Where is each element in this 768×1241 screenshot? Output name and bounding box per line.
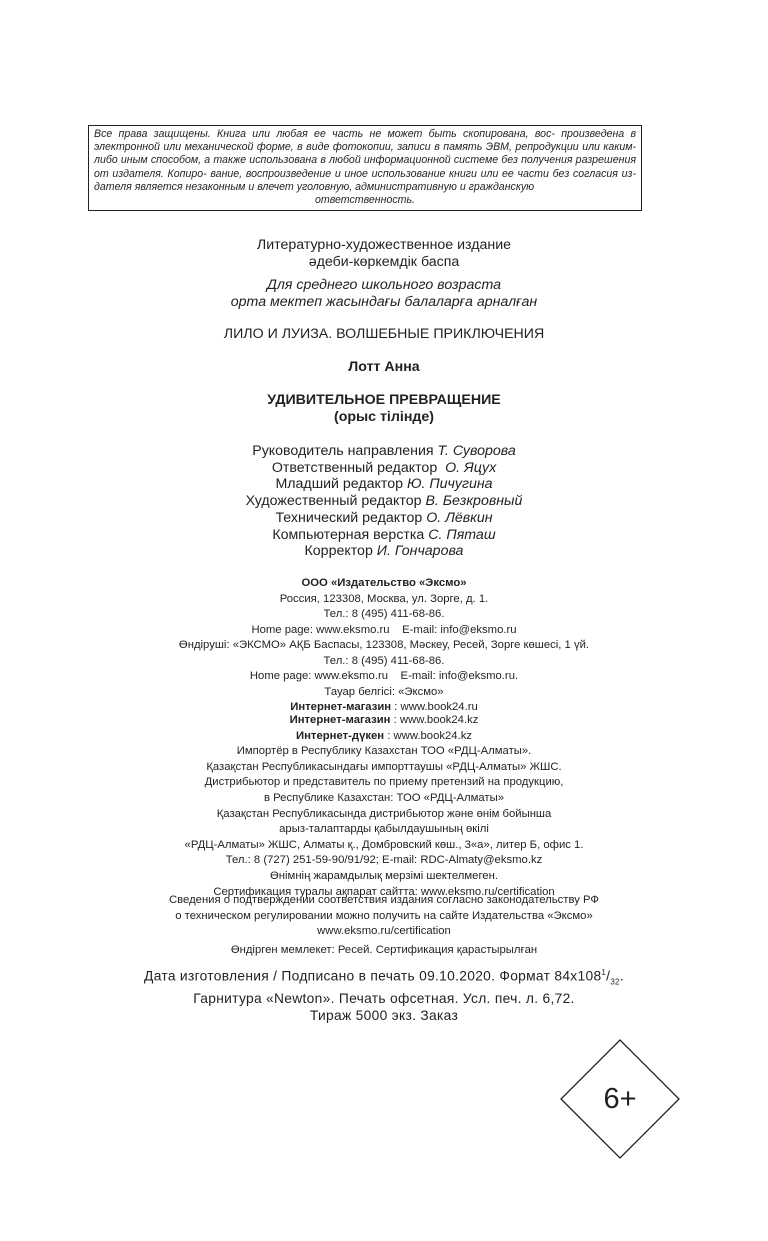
imprint-date-format: Дата изготовления / Подписано в печать 09.10.2020. Формат 84x108 <box>144 968 602 984</box>
publisher-line: Тел.: 8 (495) 411-68-86. <box>323 654 445 667</box>
publisher-info <box>0 576 768 716</box>
copyright-notice <box>88 125 642 211</box>
credit-line <box>0 476 768 493</box>
origin-country: Өндірген мемлекет: Ресей. Сертификация қарастырылған <box>230 944 538 956</box>
credit-line <box>0 443 768 460</box>
cert-line: www.eksmo.ru/certification <box>317 925 451 937</box>
format-sub: 32 <box>610 977 620 987</box>
series-title: ЛИЛО И ЛУИЗА. ВОЛШЕБНЫЕ ПРИКЛЮЧЕНИЯ <box>223 326 545 342</box>
copyright-line: в любой информационной системе без получения разрешения от издателя. Копиро- <box>94 154 636 180</box>
publisher-line: Россия, 123308, Москва, ул. Зорге, д. 1. <box>279 592 489 605</box>
shop-label: Интернет-дүкен <box>295 729 385 742</box>
publisher-line: Өндіруші: «ЭКСМО» АҚБ Баспасы, 123308, Мәскеу, Ресей, Зорге көшесі, 1 үй. <box>178 639 590 651</box>
book-subtitle: (орыс тілінде) <box>333 408 435 425</box>
kz-line: Қазақстан Республикасында дистрибьютор және өнім бойынша <box>216 807 552 820</box>
shop-label: Интернет-магазин <box>289 714 391 726</box>
certification-info <box>0 893 768 940</box>
credit-person: С. Пяташ <box>428 526 496 543</box>
credit-line <box>0 543 768 560</box>
book-title: УДИВИТЕЛЬНОЕ ПРЕВРАЩЕНИЕ <box>267 392 501 408</box>
copyright-line: в память ЭВМ, репродукции или каким-либо иным способом, а также использована <box>94 141 637 167</box>
copyright-line: произведена в электронной или механической форме, в виде фотокопии, записи <box>94 128 636 154</box>
publisher-name: ООО «Издательство «Эксмо» <box>301 577 467 589</box>
credit-line <box>0 527 768 544</box>
audience-info <box>0 277 768 310</box>
credit-role: Руководитель направления <box>252 443 434 459</box>
credit-role: Ответственный редактор <box>271 459 438 476</box>
book-title-block <box>0 392 768 425</box>
kz-line: арыз-талаптарды қабылдаушының өкілі <box>279 823 489 836</box>
credit-line <box>0 510 768 527</box>
imprint-info <box>0 965 768 1024</box>
credits-list <box>0 443 768 560</box>
kz-line: в Республике Казахстан: ТОО «РДЦ-Алматы» <box>263 791 504 804</box>
kz-line: Дистрибьютор и представитель по приему претензий на продукцию, <box>204 776 564 789</box>
kz-line: Импортёр в Республику Казахстан ТОО «РДЦ-Алматы». <box>236 745 532 758</box>
kz-line: Қазақстан Республикасындағы импорттаушы «РДЦ-Алматы» ЖШС. <box>206 760 562 773</box>
copyright-line: дателя является незаконным и влечет уголовную, административную и гражданскую <box>94 180 535 193</box>
format-sup: 1 <box>601 968 607 977</box>
imprint-suffix: . <box>619 968 624 984</box>
age-rating-text: 6+ <box>603 1083 637 1115</box>
kz-line: Сертификация туралы ақпарат сайтта: www.eksmo.ru/certification <box>213 885 555 898</box>
imprint-line: Гарнитура «Newton». Печать офсетная. Усл. печ. л. 6,72. <box>193 990 575 1006</box>
credit-line <box>0 460 768 477</box>
credit-role: Корректор <box>304 543 373 560</box>
shop-url: : www.book24.kz <box>384 729 473 742</box>
edition-type-ru: Литературно-художественное издание <box>256 237 512 253</box>
credit-role: Младший редактор <box>275 476 404 493</box>
imprint-line: Тираж 5000 экз. Заказ <box>309 1007 459 1023</box>
credit-person: В. Безкровный <box>425 493 523 510</box>
credit-person: И. Гончарова <box>376 543 464 560</box>
credit-role: Технический редактор <box>275 509 423 526</box>
copyright-line: ответственность. <box>315 194 415 207</box>
shop-label: Интернет-магазин <box>290 701 392 713</box>
imprint-line: Дата изготовления / Подписано в печать 09.10.2020. Формат $84x108^1/_{32}$. <box>144 968 624 987</box>
credit-line <box>0 493 768 510</box>
credit-person: Ю. Пичугина <box>406 476 493 493</box>
edition-info <box>0 237 768 270</box>
cert-line: Сведения о подтверждении соответствия издания согласно законодательству РФ <box>169 894 599 906</box>
audience-kz: орта мектеп жасындағы балаларға арналған <box>230 293 538 310</box>
shop-url: : www.book24.kz <box>390 714 479 726</box>
publisher-line: Home page: www.eksmo.ru E-mail: info@eksmo.ru <box>251 623 517 636</box>
kazakhstan-info <box>0 713 768 900</box>
publisher-line: Тел.: 8 (495) 411-68-86. <box>323 608 445 620</box>
kz-line: Тел.: 8 (727) 251-59-90/91/92; E-mail: RDC-Almaty@eksmo.kz <box>225 854 543 867</box>
credit-person: Т. Суворова <box>437 443 516 459</box>
audience-ru: Для среднего школьного возраста <box>266 277 502 293</box>
edition-type-kz: әдеби-көркемдік баспа <box>308 253 460 270</box>
cert-line: о техническом регулировании можно получить на сайте Издательства «Эксмо» <box>175 909 593 922</box>
credit-role: Художественный редактор <box>245 493 422 510</box>
publisher-line: Home page: www.eksmo.ru E-mail: info@eksmo.ru. <box>249 670 519 682</box>
copyright-line: Все права защищены. Книга или любая ее часть не может быть скопирована, вос- <box>94 128 555 140</box>
kz-line: Өнімнің жарамдылық мерзімі шектелмеген. <box>270 869 498 882</box>
credit-person: О. Яцух <box>445 459 497 476</box>
diamond-frame-icon <box>560 1039 680 1159</box>
publisher-line: Тауар белгісі: «Эксмо» <box>324 685 444 698</box>
copyright-line: вание, воспроизведение и иное использование книги или ее части без согласия из- <box>210 167 636 180</box>
shop-url: : www.book24.ru <box>391 701 478 713</box>
shop-kz-line <box>0 729 768 745</box>
credit-person: О. Лёвкин <box>426 509 493 526</box>
author-name: Лотт Анна <box>348 359 420 375</box>
kz-line: «РДЦ-Алматы» ЖШС, Алматы қ., Домбровский көш., 3«а», литер Б, офис 1. <box>184 838 584 851</box>
shop-kz-line <box>0 713 768 729</box>
credit-role: Компьютерная верстка <box>272 526 425 543</box>
age-rating-badge <box>560 1039 680 1159</box>
